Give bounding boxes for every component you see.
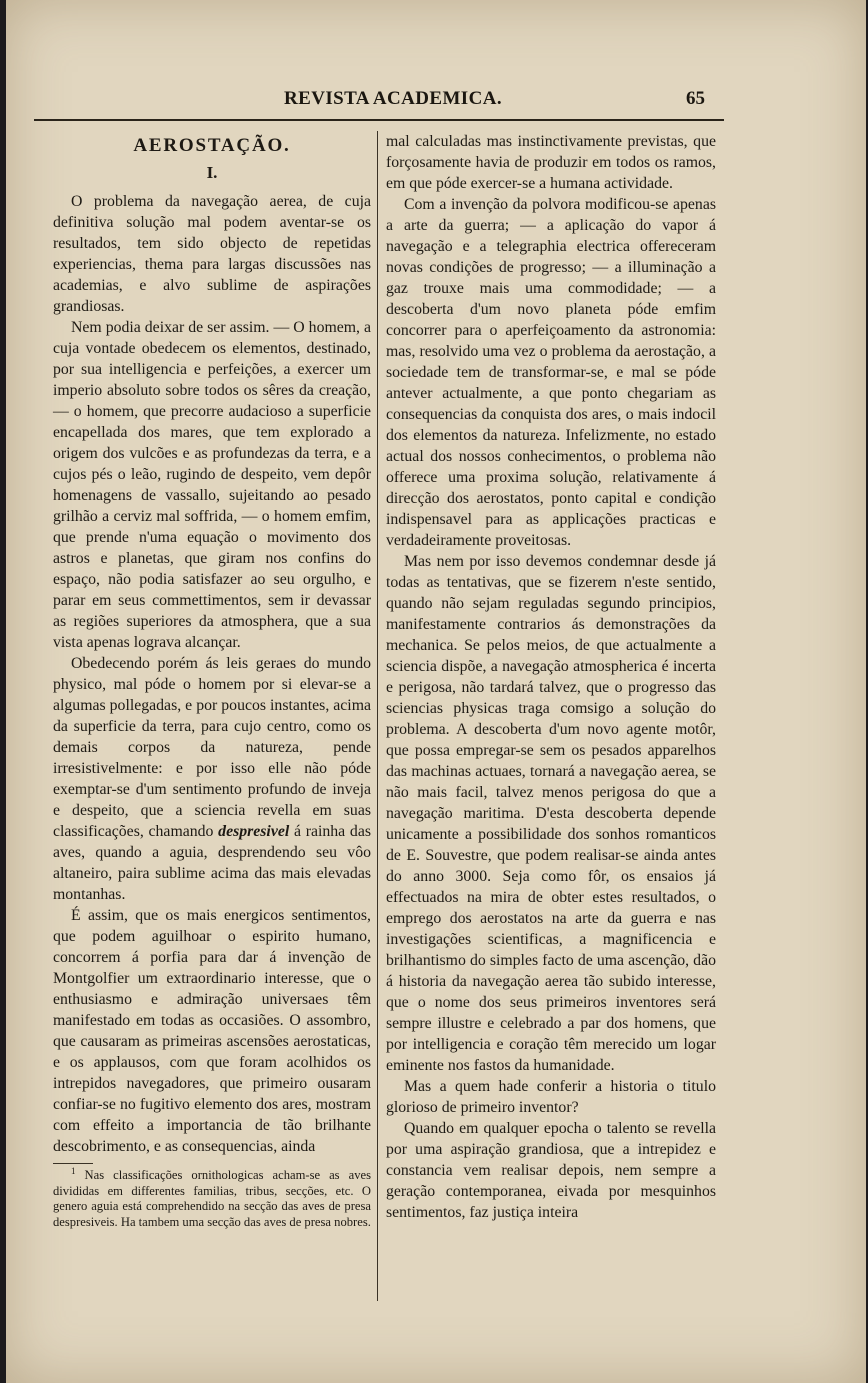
running-head: [6, 88, 866, 112]
paragraph-6: Com a invenção da polvora modificou-se apenas a arte da guerra; — a aplicação do vapor á navegação e a telegraphia electrica offereceram novas condições de progresso; — a illuminação a gaz trouxe mais uma commodidade; — a descoberta d'um novo planeta póde emfim concorrer para o aperfeiçoamento da astronomia: mas, resolvido uma vez o problema da aerostação, a sociedade tem de transformar-se, e mal se póde antever actualmente, a que ponto chegariam as consequencias da conquista dos ares, o mais indocil dos elementos da natureza. Infelizmente, no estado actual dos nossos conhecimentos, o problema não offerece uma proxima solução, relativamente á direcção dos aerostatos, ponto capital e condição indispensavel para as applicações practicas e verdadeiramente proveitosas.: [386, 196, 716, 549]
footnote-text: Nas classificações ornithologicas acham-se as aves divididas em differentes familias, tribus, secções, etc. O genero aguia está comprehendido na secção das aves de presa despresiveis. Ha tambem uma secção das aves de presa nobres.: [53, 1168, 371, 1229]
left-column: [53, 133, 371, 1230]
paragraph-7: Mas nem por isso devemos condemnar desde já todas as tentativas, que se fizerem n'este sentido, quando não sejam reguladas segundo principios, manifestamente contrarios ás demonstrações da mechanica. Se pelos meios, de que actualmente a sciencia dispõe, a navegação atmospherica é incerta e perigosa, não tardará talvez, que o progresso das sciencias physicas traga comsigo a solução do problema. A descoberta d'um novo agente motôr, que possa empregar-se sem os pesados apparelhos das machinas actuaes, tornará a navegação aerea, se não mais facil, talvez menos perigosa do que a navegação maritima. D'esta descoberta depende unicamente a possibilidade dos sonhos romanticos de E. Souvestre, que podem realisar-se ainda antes do anno 3000. Seja como fôr, os ensaios já effectuados na mira de obter estes resultados, o emprego dos aerostatos na arte da guerra e nas investigações scientificas, a magnificencia e brilhantismo do simples facto de uma ascenção, dão á historia da navegação aerea tão subido interesse, que o nome dos seus primeiros inventores será sempre illustre e celebrado a par dos homens, que por intelligencia e coração têm merecido um logar eminente nos fastos da humanidade.: [386, 553, 716, 1074]
page-number: 65: [686, 88, 705, 109]
emphasis-word: despresivel: [218, 823, 290, 840]
column-divider: [377, 131, 378, 1301]
paragraph-5: mal calculadas mas instinctivamente previstas, que forçosamente havia de produzir em todos os ramos, em que póde exercer-se a humana actividade.: [386, 133, 716, 192]
journal-title: REVISTA ACADEMICA.: [284, 88, 502, 109]
paragraph-8: Mas a quem hade conferir a historia o titulo glorioso de primeiro inventor?: [386, 1078, 716, 1116]
paragraph-3: Obedecendo porém ás leis geraes do mundo physico, mal póde o homem por si elevar-se a algumas pollegadas, e por poucos instantes, acima da superficie da terra, para cujo centro, como os demais corpos da natureza, pende irresistivelmente: e por isso elle não póde exemptar-se d'um sentimento profundo de inveja e despeito, que a sciencia revella em suas classificações, chamando despresivel á rainha das aves, quando a aguia, desprendendo seu vôo altaneiro, paira sublime acima das mais elevadas montanhas.: [53, 655, 371, 903]
paragraph-1: O problema da navegação aerea, de cuja definitiva solução mal podem aventar-se os resultados, tem sido objecto de repetidas experiencias, thema para largas discussões nas academias, e alvo sublime de aspirações grandiosas.: [53, 193, 371, 315]
article-title: AEROSTAÇÃO.: [133, 135, 291, 156]
footnote-rule: [53, 1163, 93, 1164]
paragraph-2: Nem podia deixar de ser assim. — O homem, a cuja vontade obedecem os elementos, destinado, por sua intelligencia e perfeições, a exercer um imperio absoluto sobre todos os sêres da creação, — o homem, que precorre audacioso a superficie encapellada dos mares, que tem explorado a origem dos vulcões e as profundezas da terra, e a cujos pés o leão, rugindo de despeito, vem depôr homenagens de vassallo, sujeitando ao pesado grilhão a cerviz mal soffrida, — o homem emfim, que prende n'uma equação o movimento dos astros e planetas, que giram nos confins do espaço, não podia satisfazer ao seu orgulho, e parar em seus commettimentos, sem ir devassar as regiões superiores da atmosphera, que a sua vista apenas lograva alcançar.: [53, 319, 371, 651]
journal-page: [6, 0, 866, 1383]
paragraph-4: É assim, que os mais energicos sentimentos, que podem aguilhoar o espirito humano, concorrem á porfia para dar á invenção de Montgolfier um extraordinario interesse, que o enthusiasmo e admiração universaes têm manifestado em todas as occasiões. O assombro, que causaram as primeiras ascensões aerostaticas, e os applausos, com que foram acolhidos os intrepidos navegadores, que primeiro ousaram confiar-se no fugitivo elemento dos ares, mostram com effeito a importancia de tão brilhante descobrimento, e as consequencias, ainda: [53, 907, 371, 1155]
paragraph-9: Quando em qualquer epocha o talento se revella por uma aspiração grandiosa, que a intrepidez e constancia vem realisar depois, nem sempre a geração contemporanea, eivada por mesquinhos sentimentos, faz justiça inteira: [386, 1120, 716, 1221]
header-rule: [34, 119, 724, 121]
footnote-marker: 1: [71, 1165, 76, 1176]
section-number: I.: [206, 163, 218, 182]
footnote: [53, 1165, 371, 1230]
right-column: [386, 131, 716, 1223]
